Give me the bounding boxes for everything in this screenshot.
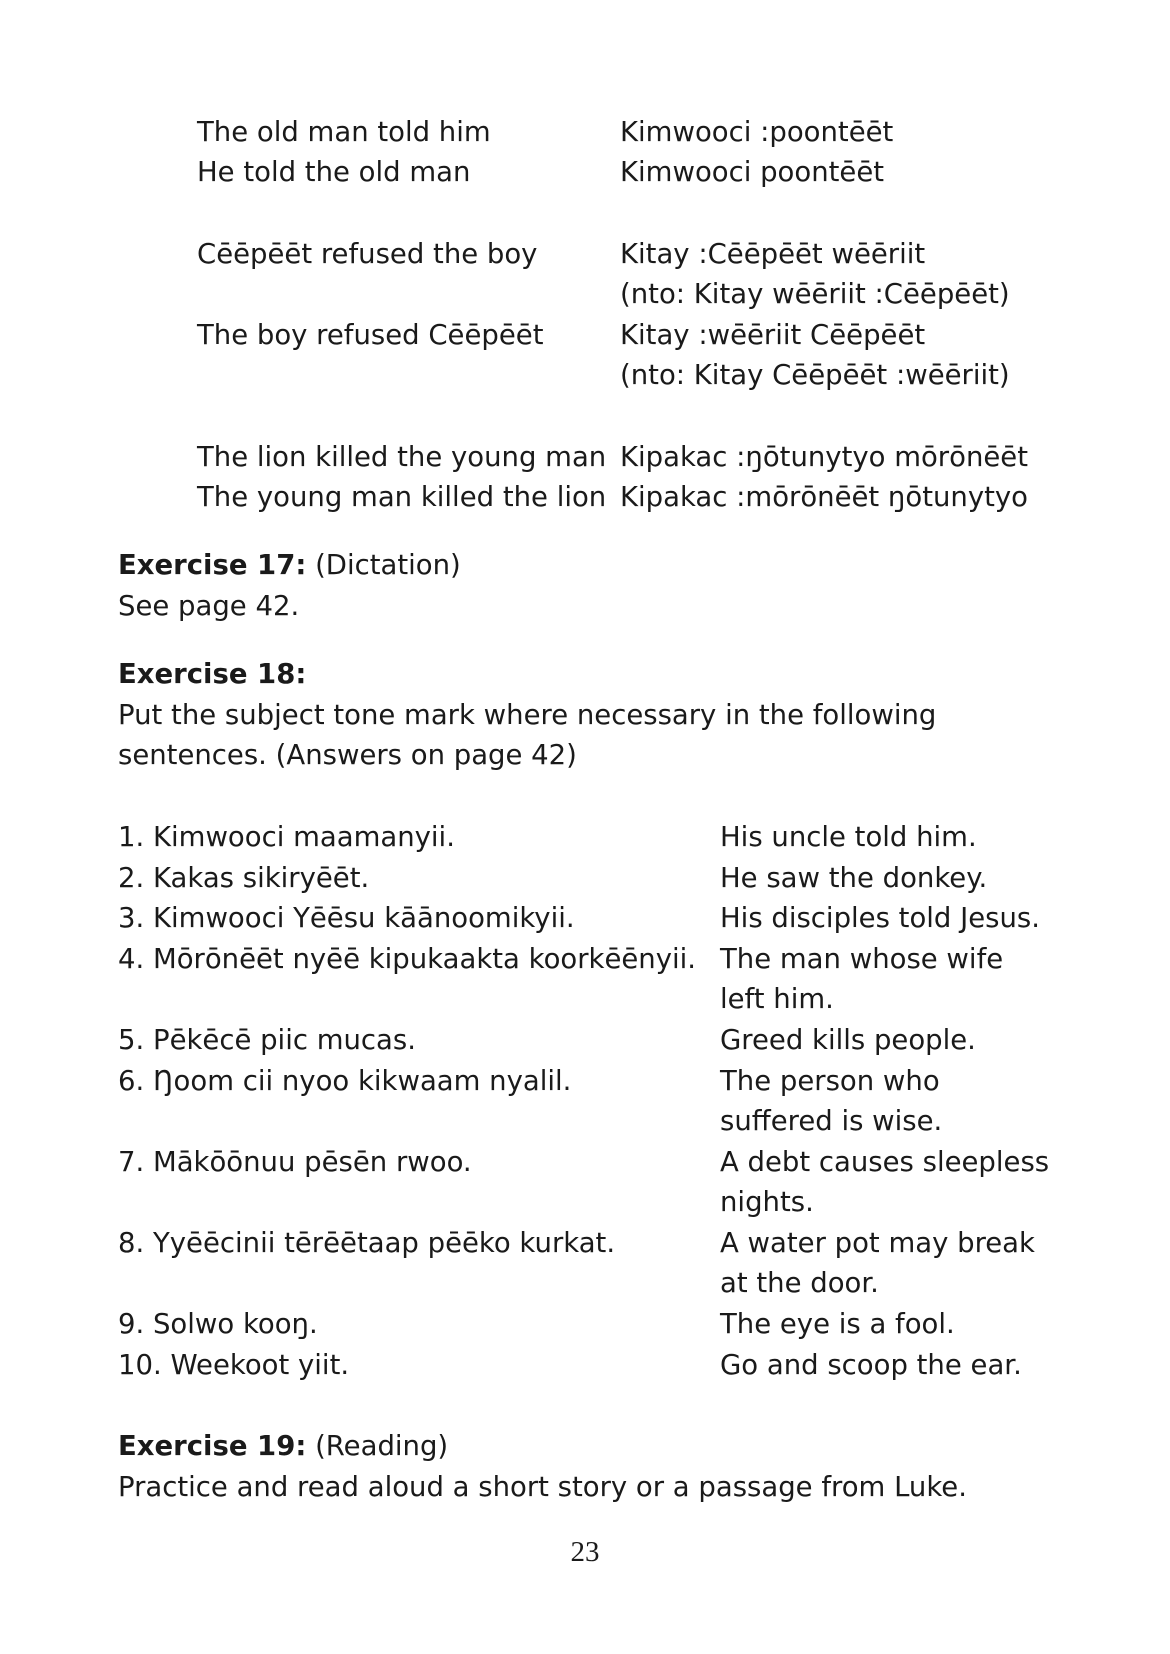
exercise-item-sentence: 5. Pēkēcē piic mucas. bbox=[118, 1024, 416, 1056]
example-kupsapiny: Kimwooci :poontēēt bbox=[620, 116, 894, 148]
exercise-item-sentence: 3. Kimwooci Yēēsu kāānoomikyii. bbox=[118, 902, 575, 934]
exercise-item-sentence: 9. Solwo kooŋ. bbox=[118, 1308, 318, 1340]
exercise-item-sentence: 1. Kimwooci maamanyii. bbox=[118, 821, 455, 853]
exercise-item-translation: A water pot may break bbox=[720, 1227, 1035, 1259]
example-english: The young man killed the lion bbox=[197, 481, 607, 513]
page-number: 23 bbox=[570, 1536, 600, 1568]
exercise-item-translation: The person who bbox=[720, 1065, 940, 1097]
example-kupsapiny: Kitay :Cēēpēēt wēēriit bbox=[620, 238, 926, 270]
exercise-item-translation: at the door. bbox=[720, 1267, 879, 1299]
exercise-item-translation: Greed kills people. bbox=[720, 1024, 976, 1056]
exercise-17-title: Exercise 17: bbox=[118, 549, 307, 581]
example-kupsapiny: Kitay :wēēriit Cēēpēēt bbox=[620, 319, 926, 351]
exercise-item-translation: A debt causes sleepless bbox=[720, 1146, 1050, 1178]
exercise-19-heading bbox=[118, 1426, 448, 1466]
example-english: Cēēpēēt refused the boy bbox=[197, 238, 538, 270]
example-english: He told the old man bbox=[197, 156, 471, 188]
exercise-18-instruction: sentences. (Answers on page 42) bbox=[118, 739, 577, 771]
exercise-18-heading: Exercise 18: bbox=[118, 658, 307, 690]
exercise-item-sentence: 4. Mōrōnēēt nyēē kipukaakta koorkēēnyii. bbox=[118, 943, 697, 975]
example-note: (nto: Kitay wēēriit :Cēēpēēt) bbox=[620, 278, 1010, 310]
exercise-19-title: Exercise 19: bbox=[118, 1430, 307, 1462]
exercise-item-translation: His disciples told Jesus. bbox=[720, 902, 1040, 934]
exercise-17-subtitle: (Dictation) bbox=[306, 549, 461, 581]
exercise-18-instruction: Put the subject tone mark where necessary in the following bbox=[118, 699, 937, 731]
example-english: The old man told him bbox=[197, 116, 491, 148]
exercise-item-sentence: 2. Kakas sikiryēēt. bbox=[118, 862, 370, 894]
exercise-17-heading bbox=[118, 545, 461, 585]
exercise-item-translation: His uncle told him. bbox=[720, 821, 977, 853]
exercise-item-translation: The eye is a fool. bbox=[720, 1308, 955, 1340]
exercise-item-sentence: 8. Yyēēcinii tērēētaap pēēko kurkat. bbox=[118, 1227, 616, 1259]
exercise-item-translation: He saw the donkey. bbox=[720, 862, 988, 894]
example-kupsapiny: Kimwooci poontēēt bbox=[620, 156, 885, 188]
example-english: The lion killed the young man bbox=[197, 441, 607, 473]
exercise-item-sentence: 6. Ŋoom cii nyoo kikwaam nyalil. bbox=[118, 1065, 572, 1097]
exercise-17-body: See page 42. bbox=[118, 590, 300, 622]
example-english: The boy refused Cēēpēēt bbox=[197, 319, 544, 351]
exercise-item-sentence: 7. Mākōōnuu pēsēn rwoo. bbox=[118, 1146, 472, 1178]
exercise-item-translation: The man whose wife bbox=[720, 943, 1004, 975]
example-kupsapiny: Kipakac :mōrōnēēt ŋōtunytyo bbox=[620, 481, 1028, 513]
example-note: (nto: Kitay Cēēpēēt :wēēriit) bbox=[620, 359, 1010, 391]
exercise-19-subtitle: (Reading) bbox=[306, 1430, 449, 1462]
example-kupsapiny: Kipakac :ŋōtunytyo mōrōnēēt bbox=[620, 441, 1028, 473]
exercise-19-body: Practice and read aloud a short story or a passage from Luke. bbox=[118, 1471, 967, 1503]
exercise-item-translation: left him. bbox=[720, 983, 834, 1015]
exercise-item-translation: nights. bbox=[720, 1186, 814, 1218]
exercise-item-sentence: 10. Weekoot yiit. bbox=[118, 1349, 350, 1381]
exercise-item-translation: Go and scoop the ear. bbox=[720, 1349, 1022, 1381]
exercise-item-translation: suffered is wise. bbox=[720, 1105, 943, 1137]
